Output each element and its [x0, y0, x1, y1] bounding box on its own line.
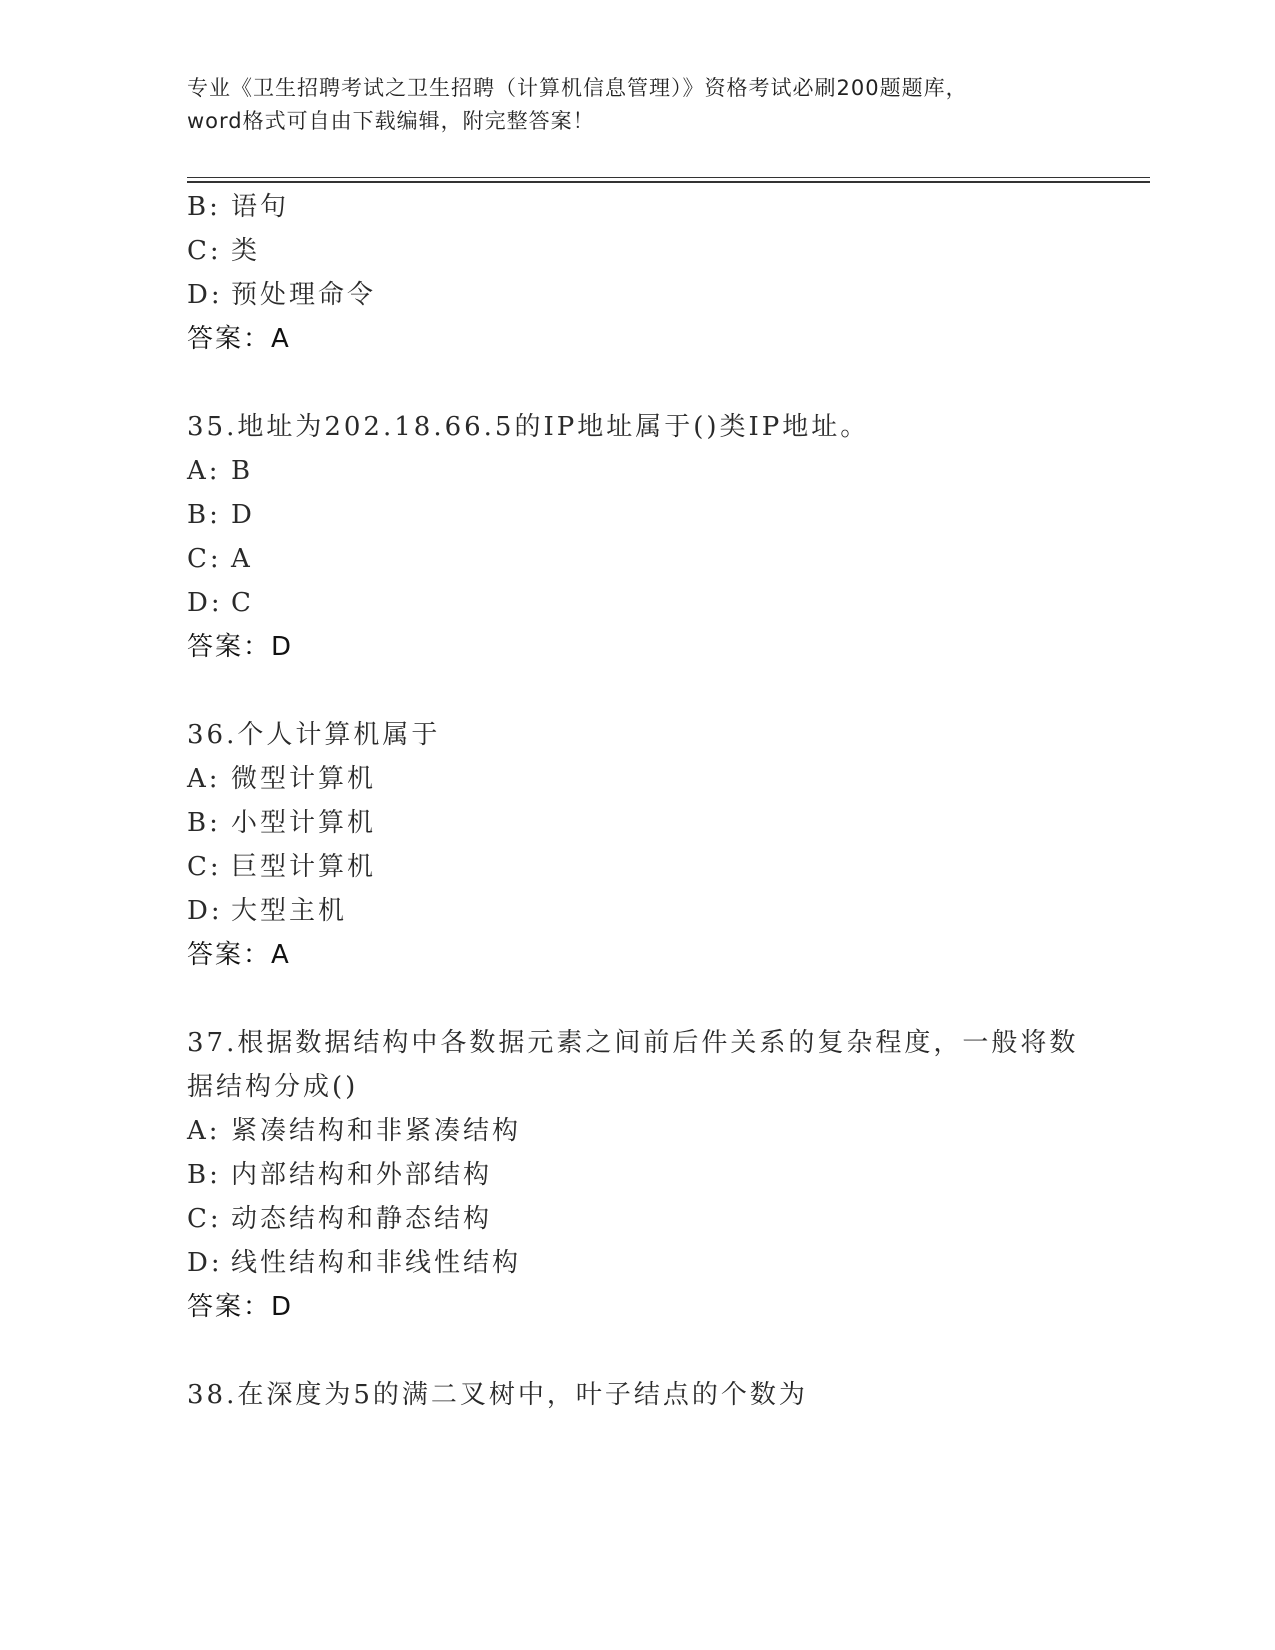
question-35: 35.地址为202.18.66.5的IP地址属于()类IP地址。 — [187, 412, 870, 442]
option-b: B: 语句 — [187, 192, 290, 222]
option-c: C: 巨型计算机 — [187, 852, 377, 882]
option-c: C: A — [187, 544, 253, 574]
answer: 答案：A — [187, 324, 291, 354]
option-a: A: 微型计算机 — [187, 764, 377, 794]
option-d: D: 预处理命令 — [187, 280, 377, 310]
option-d: D: C — [187, 588, 254, 618]
header-line-1: 专业《卫生招聘考试之卫生招聘（计算机信息管理）》资格考试必刷200题题库， — [187, 76, 968, 100]
option-d: D: 大型主机 — [187, 896, 348, 926]
option-b: B: D — [187, 500, 255, 530]
option-a: A: B — [187, 456, 254, 486]
option-b: B: 内部结构和外部结构 — [187, 1160, 493, 1190]
option-c: C: 类 — [187, 236, 261, 266]
answer: 答案：D — [187, 1292, 294, 1322]
question-37-line-1: 37.根据数据结构中各数据元素之间前后件关系的复杂程度，一般将数 — [187, 1028, 1079, 1058]
answer: 答案：A — [187, 940, 291, 970]
document-header — [187, 72, 1087, 138]
header-line-2: word格式可自由下载编辑，附完整答案！ — [187, 109, 595, 133]
header-divider-thin — [187, 177, 1150, 178]
answer: 答案：D — [187, 632, 294, 662]
option-c: C: 动态结构和静态结构 — [187, 1204, 493, 1234]
option-d: D: 线性结构和非线性结构 — [187, 1248, 522, 1278]
option-a: A: 紧凑结构和非紧凑结构 — [187, 1116, 522, 1146]
option-b: B: 小型计算机 — [187, 808, 377, 838]
header-divider-thick — [187, 181, 1150, 183]
question-38: 38.在深度为5的满二叉树中，叶子结点的个数为 — [187, 1380, 808, 1410]
question-36: 36.个人计算机属于 — [187, 720, 441, 750]
question-37-line-2: 据结构分成() — [187, 1072, 359, 1102]
